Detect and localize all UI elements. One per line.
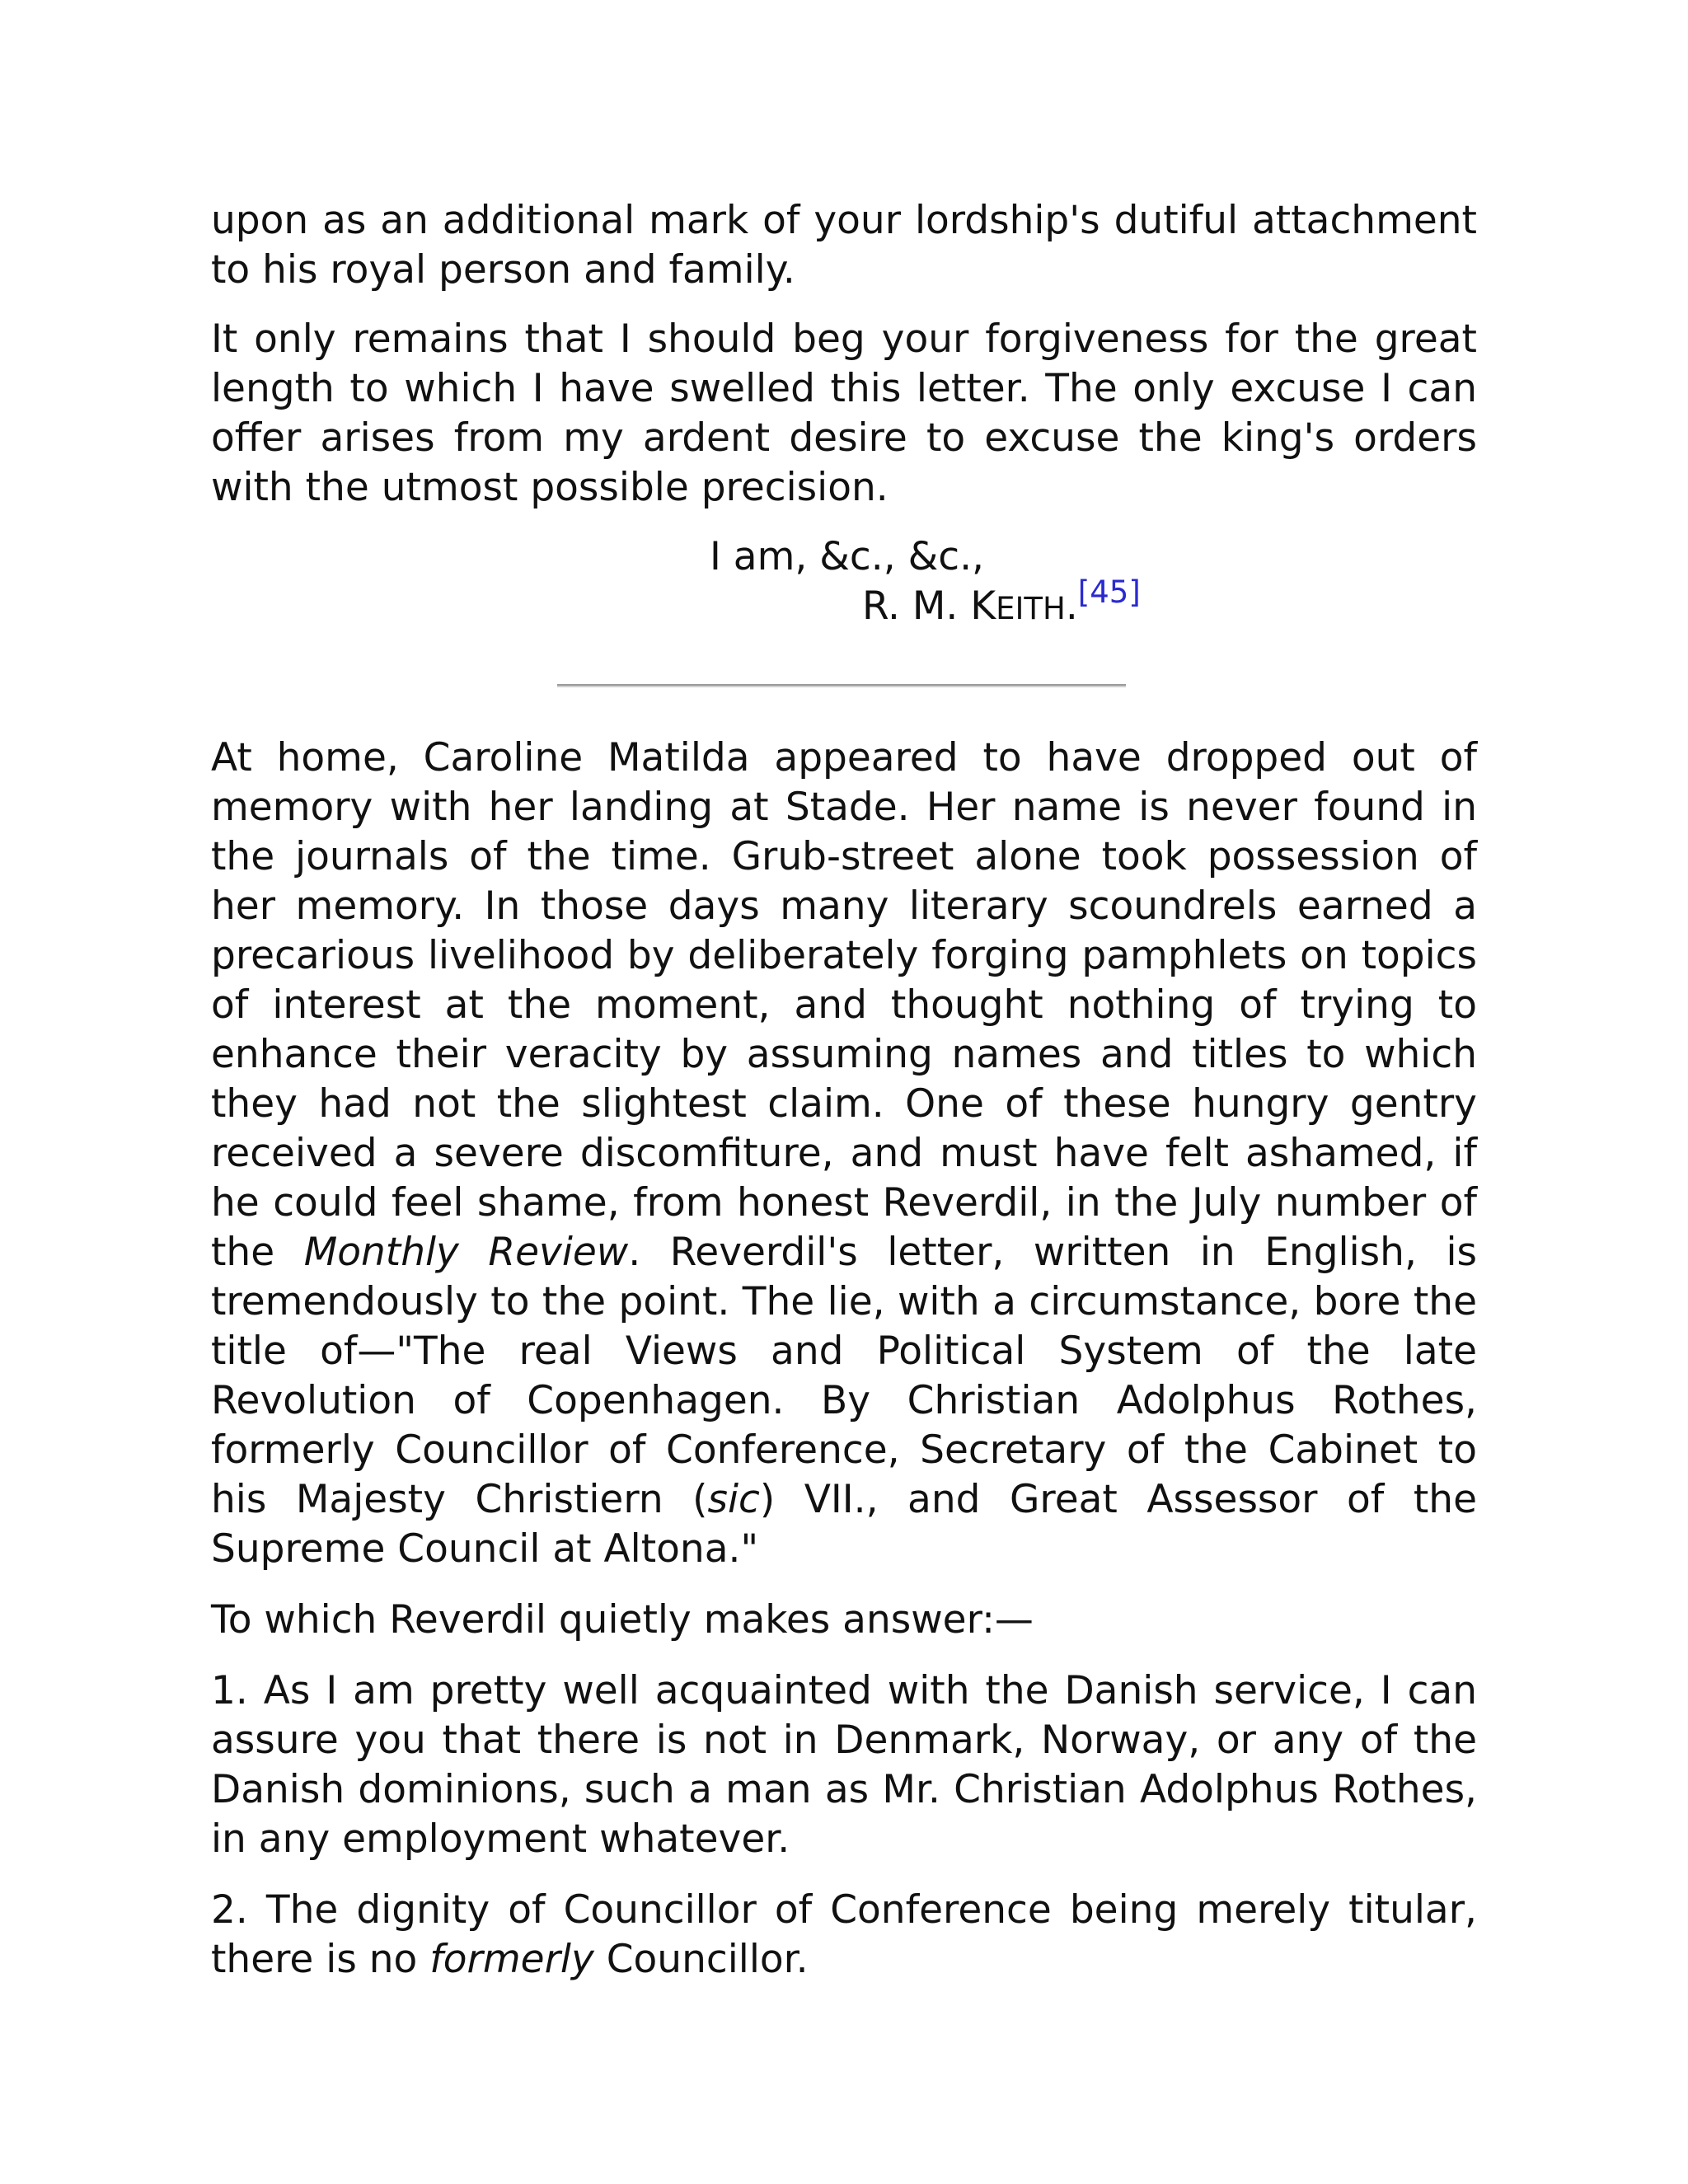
narrative-section (211, 733, 1477, 1985)
paragraph-apology: It only remains that I should beg your forgiveness for the great length to which I have swelled this letter. The only excuse I can offer arises from my ardent desire to excuse the king's orders with the utmost possible precision. (211, 316, 1477, 510)
text-run: 2. The dignity of Councillor of Conference being merely titular, there is no (211, 1887, 1477, 1982)
paragraph-point-1: 1. As I am pretty well acquainted with the Danish service, I can assure you that there is not in Denmark, Norway, or any of the Danish dominions, such a man as Mr. Christian Adolphus Rothes, in any employment whatever. (211, 1668, 1477, 1862)
signature-surname-rest: EITH (996, 591, 1066, 626)
italic-formerly: formerly (429, 1937, 594, 1982)
closing-salutation: I am, &c., &c., (710, 534, 984, 579)
signature-initials: R. M. (862, 583, 971, 629)
signature-surname-initial: K (970, 583, 996, 629)
paragraph-point-2 (211, 1886, 1477, 1985)
text-run: ) VII., and Great Assessor of the Supreme Council at Altona." (211, 1477, 1477, 1572)
text-run: Councillor. (593, 1937, 809, 1982)
paragraph-grub-street (211, 733, 1477, 1574)
text-run: At home, Caroline Matilda appeared to have dropped out of memory with her landing at Stade. Her name is never found in the journals of the time. Grub-street alone took possession of her memory. In those days many literary scoundrels earned a precarious livelihood by deliberately forging pamphlets on topics of interest at the moment, and thought nothing of trying to enhance their veracity by assuming names and titles to which they had not the slightest claim. One of these hungry gentry received a severe discomfiture, and must have felt ashamed, if he could feel shame, from honest Reverdil, in the July number of the (211, 735, 1477, 1275)
section-divider (557, 684, 1126, 687)
paragraph-letter-end: upon as an additional mark of your lordship's dutiful attachment to his royal person and family. (211, 198, 1477, 293)
signature-period: . (1065, 583, 1078, 629)
italic-title: Monthly Review (303, 1230, 629, 1275)
signature (862, 574, 1141, 634)
italic-sic: sic (707, 1477, 760, 1522)
letter-section (211, 196, 1477, 641)
letter-closing (211, 532, 1477, 641)
paragraph-answer-intro: To which Reverdil quietly makes answer:— (211, 1597, 1034, 1643)
footnote-link[interactable]: [45] (1077, 574, 1141, 610)
text-run: . Reverdil's letter, written in English, is tremendously to the point. The lie, with a circumstance, bore the title of—"The real Views and Political System of the late Revolution of Copenhagen. By Christian Adolphus Rothes, formerly Councillor of Conference, Secretary of the Cabinet to his Majesty Christiern ( (211, 1230, 1477, 1522)
